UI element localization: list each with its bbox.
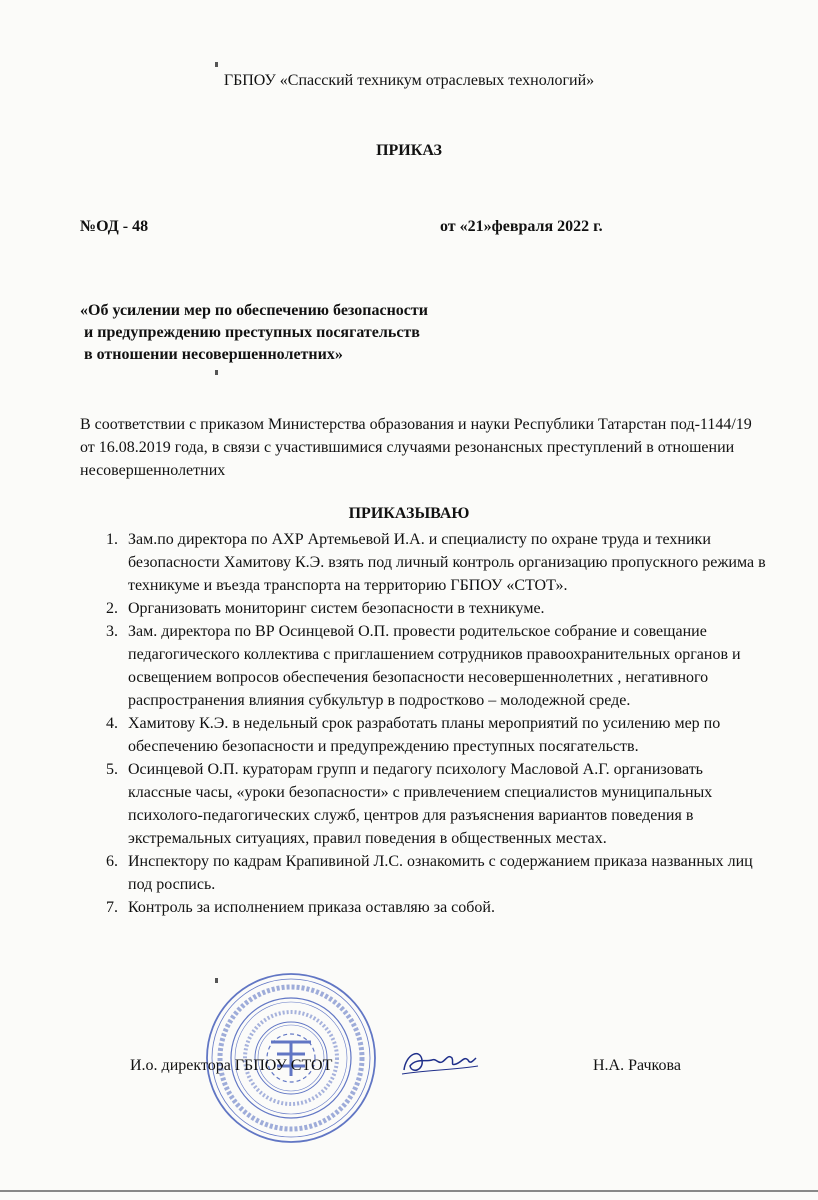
scan-speck xyxy=(215,370,218,375)
list-item-text: Зам.по директора по АХР Артемьевой И.А. и специалисту по охране труда и техники безопасности Хамитову К.Э. взять под личный контроль организацию пропускного режима в техникуме и въезда транспорта на территорию ГБПОУ «СТОТ». xyxy=(128,531,766,594)
list-item-text: Контроль за исполнением приказа оставляю за собой. xyxy=(128,899,495,916)
preamble-paragraph: В соответствии с приказом Министерства образования и науки Республики Татарстан под-1144/19 от 16.08.2019 года, в связи с участившимися случаями резонансных преступлений в отношении несовершеннолетних xyxy=(80,416,752,479)
list-item-text: Организовать мониторинг систем безопасности в техникуме. xyxy=(128,600,545,617)
list-item: 2. Организовать мониторинг систем безопасности в техникуме. xyxy=(106,600,545,617)
list-item: 4. Хамитову К.Э. в недельный срок разработать планы мероприятий по усилению мер по обеспечению безопасности и предупреждению преступных посягательств. xyxy=(106,715,721,755)
signatory-name: Н.А. Рачкова xyxy=(593,1057,681,1074)
list-item: 7. Контроль за исполнением приказа оставляю за собой. xyxy=(106,899,495,916)
order-number: №ОД - 48 xyxy=(80,218,149,235)
list-item-text: Осинцевой О.П. кураторам групп и педагогу психологу Масловой А.Г. организовать классные часы, «уроки безопасности» с привлечением специалистов муниципальных психолого-педагогических служб, центров для разъяснения вариантов поведения в экстремальных ситуациях, правил поведения в общественных местах. xyxy=(128,761,713,847)
list-item: 5. Осинцевой О.П. кураторам групп и педагогу психологу Масловой А.Г. организовать классные часы, «уроки безопасности» с привлечением специалистов муниципальных психолого-педагогических служб, центров для разъяснения вариантов поведения в экстремальных ситуациях, правил поведения в общественных местах. xyxy=(106,761,713,847)
order-keyword: ПРИКАЗЫВАЮ xyxy=(348,505,470,522)
list-item-text: Зам. директора по ВР Осинцевой О.П. провести родительское собрание и совещание педагогического коллектива с приглашением сотрудников правоохранительных органов и освещением вопросов обеспечения безопасности несовершеннолетних , негативного распространения влияния субкультур в подростково – молодежной среде. xyxy=(128,623,741,709)
organization-header: ГБПОУ «Спасский техникум отраслевых технологий» xyxy=(223,72,595,89)
handwritten-signature xyxy=(398,1040,480,1080)
list-item: 6. Инспектору по кадрам Крапивиной Л.С. ознакомить с содержанием приказа названных лиц под роспись. xyxy=(106,853,753,893)
order-items-list xyxy=(90,528,770,919)
scan-speck xyxy=(215,62,218,67)
list-item-text: Инспектору по кадрам Крапивиной Л.С. ознакомить с содержанием приказа названных лиц под роспись. xyxy=(128,853,753,893)
order-date: от «21»февраля 2022 г. xyxy=(440,218,603,235)
list-item: 3. Зам. директора по ВР Осинцевой О.П. провести родительское собрание и совещание педагогического коллектива с приглашением сотрудников правоохранительных органов и освещением вопросов обеспечения безопасности несовершеннолетних , негативного распространения влияния субкультур в подростково – молодежной среде. xyxy=(106,623,741,709)
scan-bottom-edge xyxy=(0,1190,818,1192)
signatory-position: И.о. директора ГБПОУ СТОТ xyxy=(130,1057,333,1074)
document-title: ПРИКАЗ xyxy=(376,142,442,159)
scan-speck xyxy=(215,978,218,983)
list-item: 1. Зам.по директора по АХР Артемьевой И.А. и специалисту по охране труда и техники безопасности Хамитову К.Э. взять под личный контроль организацию пропускного режима в техникуме и въезда транспорта на территорию ГБПОУ «СТОТ». xyxy=(106,531,766,594)
list-item-text: Хамитову К.Э. в недельный срок разработать планы мероприятий по усилению мер по обеспечению безопасности и предупреждению преступных посягательств. xyxy=(128,715,721,755)
order-subject: «Об усилении мер по обеспечению безопасности и предупреждению преступных посягательств в отношении несовершеннолетних» xyxy=(80,302,428,363)
